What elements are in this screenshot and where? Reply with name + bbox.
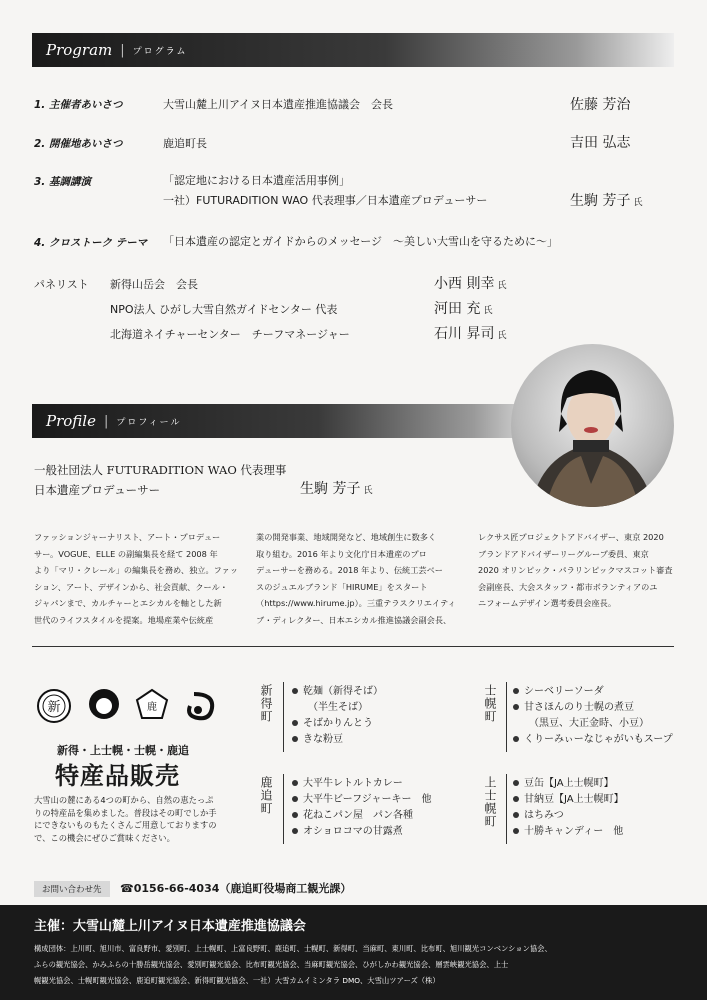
svg-text:鹿: 鹿 xyxy=(147,702,157,713)
program-item-3-name xyxy=(570,190,642,210)
bio-column-1: ファッションジャーナリスト、アート・プロデュー サー。VOGUE、ELLE の副編集長を経て 2008 年 より「マリ・クレール」の編集長を務め、独立。ファッ ション、アート、デザインから、社会貢献、クール・ ジャパンまで、カルチャーとエシカルを軸とした新 世代のライフスタイルを提案。地場産業や伝統産 xyxy=(34,532,239,625)
svg-text:新: 新 xyxy=(47,700,61,715)
footer-members: 構成団体：上川町、旭川市、富良野市、愛別町、上士幌町、上富良野町、鹿追町、士幌町、新得町、当麻町、東川町、比布町、旭川観光コンベンション協会、 ふらの観光協会、かみふらの十勝岳観光協会、愛別町観光協会、比布町観光協会、当麻町観光協会、ひがしかわ観光協会、層雲峡観光協会、上士 幌観光協会、士幌町観光協会、鹿追町観光協会、新得町観光協会、一社）大雪カムイミンタラ DMO、大雪山ツアーズ（株） xyxy=(34,944,552,985)
profile-name-suffix: 氏 xyxy=(363,486,373,496)
panelist-3-name xyxy=(434,323,506,343)
sales-towns: 新得・上士幌・士幌・鹿追 xyxy=(57,744,189,757)
program-item-1-desc: 大雪山麓上川アイヌ日本遺産推進協議会 会長 xyxy=(163,98,394,111)
panelist-2-suffix: 氏 xyxy=(483,306,493,316)
list-item: 乾麺（新得そば） xyxy=(292,684,383,700)
panelist-1-name-text: 小西 則幸 xyxy=(434,276,495,292)
panelist-2-org: NPO法人 ひがし大雪自然ガイドセンター 代表 xyxy=(110,303,338,316)
panelist-3-suffix: 氏 xyxy=(497,331,507,341)
profile-title-jp: プロフィール xyxy=(116,417,182,428)
panelist-label: パネリスト xyxy=(34,278,89,291)
list-item: シーベリーソーダ xyxy=(513,684,673,700)
profile-banner: Profile | プロフィール xyxy=(32,404,552,438)
shintoku-emblem-icon xyxy=(38,690,70,722)
program-banner: Program | プログラム xyxy=(32,33,674,67)
panelist-1-suffix: 氏 xyxy=(497,281,507,291)
profile-photo xyxy=(511,344,674,507)
footer-host: 主催：大雪山麓上川アイヌ日本遺産推進協議会 xyxy=(34,919,306,934)
product-list-shikaoi xyxy=(292,776,432,840)
list-item: そばかりんとう xyxy=(292,716,383,732)
panelist-2-name-text: 河田 充 xyxy=(434,301,481,317)
shihoro-emblem-icon xyxy=(89,689,119,719)
list-item: 大平牛レトルトカレー xyxy=(292,776,432,792)
product-list-shihoro xyxy=(513,684,673,748)
list-item: くりーみぃーなじゃがいもスープ xyxy=(513,732,673,748)
program-title-jp: プログラム xyxy=(132,46,188,57)
list-item: 豆缶【JA上士幌町】 xyxy=(513,776,624,792)
program-item-4-num: 4. クロストーク テーマ xyxy=(34,237,148,249)
program-item-2-num: 2. 開催地あいさつ xyxy=(34,138,123,150)
list-item: （半生そば） xyxy=(303,702,368,713)
list-item: 甘納豆【JA上士幌町】 xyxy=(513,792,624,808)
town-label-shintoku: 新得町 xyxy=(259,684,273,723)
program-item-1-num: 1. 主催者あいさつ xyxy=(34,99,123,111)
profile-name xyxy=(300,478,372,498)
product-list-kamishihoro xyxy=(513,776,624,840)
list-item: 十勝キャンディー 他 xyxy=(513,824,624,840)
contact-phone[interactable]: ☎0156-66-4034（鹿追町役場商工観光課） xyxy=(120,882,352,895)
program-item-2-desc: 鹿追町長 xyxy=(163,137,207,150)
list-item: 甘さほんのり士幌の煮豆 xyxy=(513,700,673,716)
program-item-3-num: 3. 基調講演 xyxy=(34,176,91,188)
program-item-3-desc: 「認定地における日本遺産活用事例」 xyxy=(163,174,350,187)
contact-label: お問い合わせ先 xyxy=(34,881,110,897)
program-title-en: Program xyxy=(46,41,113,59)
list-item: 大平牛ビーフジャーキー 他 xyxy=(292,792,432,808)
profile-org: 一般社団法人 FUTURADITION WAO 代表理事 xyxy=(34,463,287,477)
emblems-svg xyxy=(34,684,234,724)
bio-column-2: 業の開発事業、地域開発など、地域創生に数多く 取り組む。2016 年より文化庁日本遺産のプロ デューサーを務める。2018 年より、伝統工芸ベー スのジュエルブランド「HIRUME」をスタート （https://www.hirume.jp）。三重テラスクリエイティ ブ・ディレクター、日本エシカル推進協議会副会長、 xyxy=(256,532,456,625)
sales-description: 大雪山の麓にある4つの町から、自然の恵たっぷ りの特産品を集めました。普段はその町でしか手 にできないものもたくさんご用意しておりますの で、この機会にぜひご賞味ください。 xyxy=(34,795,217,843)
product-list-shintoku xyxy=(292,684,383,748)
profile-role: 日本遺産プロデューサー xyxy=(34,483,161,497)
profile-name-text: 生駒 芳子 xyxy=(300,481,361,497)
panelist-1-name xyxy=(434,273,506,293)
list-item: （黒豆、大正金時、小豆） xyxy=(524,718,649,729)
program-item-1-name: 佐藤 芳治 xyxy=(570,97,631,113)
town-label-shikaoi: 鹿追町 xyxy=(259,776,273,815)
panelist-3-name-text: 石川 昇司 xyxy=(434,326,495,342)
program-item-4-desc: 「日本遺産の認定とガイドからのメッセージ ～美しい大雪山を守るために～」 xyxy=(163,235,559,248)
town-emblems xyxy=(34,684,234,724)
bio-column-3: レクサス匠プロジェクトアドバイザー、東京 2020 ブランドアドバイザーリーグループ委員、東京 2020 オリンピック・パラリンピックマスコット審査 会副座長、大会スタッフ・都市ボランティアのユ ニフォームデザイン選考委員会座長。 xyxy=(478,532,673,608)
town-label-shihoro: 士幌町 xyxy=(483,684,497,723)
footer xyxy=(0,905,707,1000)
program-item-3-suffix: 氏 xyxy=(633,198,643,208)
program-item-3-desc2: 一社）FUTURADITION WAO 代表理事／日本遺産プロデューサー xyxy=(163,194,488,207)
kamishihoro-emblem-icon xyxy=(189,694,212,718)
shikaoi-emblem-icon xyxy=(137,690,167,718)
program-item-3-name-text: 生駒 芳子 xyxy=(570,193,631,209)
list-item: はちみつ xyxy=(513,808,624,824)
program-item-2-name: 吉田 弘志 xyxy=(570,135,631,151)
portrait-illustration xyxy=(511,344,674,507)
sales-title: 特産品販売 xyxy=(55,761,180,790)
panelist-1-org: 新得山岳会 会長 xyxy=(110,278,198,291)
section-divider xyxy=(32,646,674,647)
panelist-2-name xyxy=(434,298,492,318)
list-item: きな粉豆 xyxy=(292,732,383,748)
list-item: オショロコマの甘露煮 xyxy=(292,824,432,840)
panelist-3-org: 北海道ネイチャーセンター チーフマネージャー xyxy=(110,328,350,341)
town-label-kamishihoro: 上士幌町 xyxy=(483,776,497,828)
profile-title-en: Profile xyxy=(46,412,96,430)
list-item: 花ねこパン屋 パン各種 xyxy=(292,808,432,824)
